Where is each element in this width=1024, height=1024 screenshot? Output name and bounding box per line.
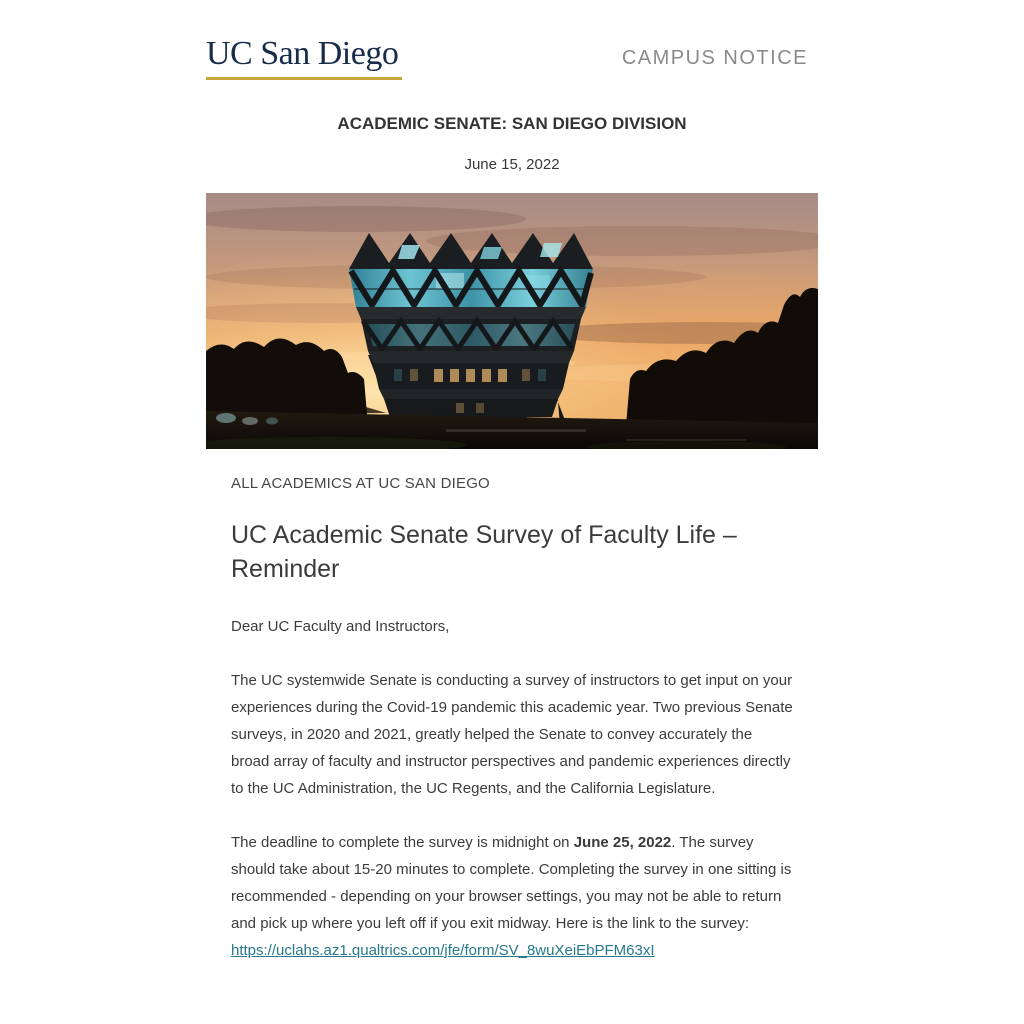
campus-notice-label: CAMPUS NOTICE [621,47,808,69]
deadline-date: June 25, 2022 [573,834,672,851]
message-body [206,475,818,964]
email-header [206,34,818,80]
division-title: ACADEMIC SENATE: SAN DIEGO DIVISION [337,114,687,133]
paragraph-2-after-deadline: . The survey should take about 15-20 minutes to complete. Completing the survey in one sitting is recommended - depending on your browser settings, you may not be able to return and pick up where you left off if you exit midway. Here is the link to the survey: [231,834,792,932]
audience-line: ALL ACADEMICS AT UC SAN DIEGO [231,475,490,492]
notice-date: June 15, 2022 [464,156,560,173]
ucsd-logo-text: UC San Diego [206,35,399,72]
ucsd-logo [206,36,402,80]
email-body [206,0,818,964]
paragraph-2-before-deadline: The deadline to complete the survey is midnight on [231,834,574,851]
paragraph-2 [231,829,793,937]
survey-link-line [231,937,793,964]
geisel-library-sunset-photo [206,193,818,449]
subject-title: UC Academic Senate Survey of Faculty Life – Reminder [231,521,737,583]
paragraph-1: The UC systemwide Senate is conducting a survey of instructors to get input on your experiences during the Covid-19 pandemic this academic year. Two previous Senate surveys, in 2020 and 2021, greatly helped the Senate to convey accurately the broad array of faculty and instructor perspectives and pandemic experiences directly to the UC Administration, the UC Regents, and the California Legislature. [231,672,793,797]
hero-image [206,193,818,449]
salutation: Dear UC Faculty and Instructors, [231,618,450,635]
survey-link[interactable]: https://uclahs.az1.qualtrics.com/jfe/form/SV_8wuXeiEbPFM63xI [231,942,655,959]
